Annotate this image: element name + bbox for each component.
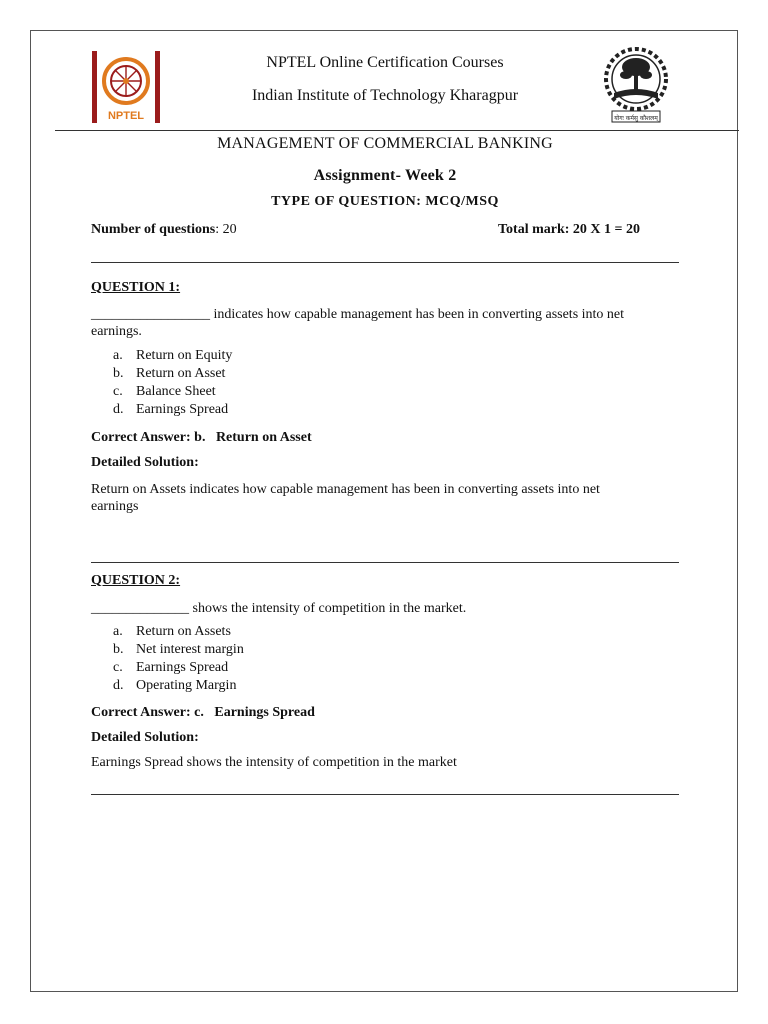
question-2-answer: Correct Answer: c. Earnings Spread [91, 705, 315, 720]
option-c: c. Balance Sheet [113, 384, 216, 399]
option-a: a. Return on Equity [113, 348, 233, 363]
option-b: b. Net interest margin [113, 642, 244, 657]
section-divider [91, 262, 679, 263]
course-title: MANAGEMENT OF COMMERCIAL BANKING [217, 135, 553, 152]
question-2-solution-label: Detailed Solution: [91, 730, 199, 745]
org-name: NPTEL Online Certification Courses [266, 54, 504, 71]
svg-text:NPTEL: NPTEL [107, 110, 145, 122]
question-type: TYPE OF QUESTION: MCQ/MSQ [271, 194, 499, 209]
question-2-blank: ______________ [91, 601, 189, 616]
footer-divider [91, 794, 679, 795]
question-1-stem-cont: earnings. [91, 324, 142, 339]
option-d: d. Earnings Spread [113, 402, 229, 417]
option-b: b. Return on Asset [113, 366, 226, 381]
assignment-title: Assignment- Week 2 [313, 167, 457, 184]
iit-kharagpur-emblem [592, 45, 680, 125]
question-1-solution-label: Detailed Solution: [91, 455, 199, 470]
question-1-stem: _________________ indicates how capable management has been in converting assets into net [91, 307, 625, 322]
header-divider [55, 130, 739, 131]
option-d: d. Operating Margin [113, 678, 237, 693]
question-1-heading: QUESTION 1: [91, 280, 181, 295]
nptel-logo [92, 51, 160, 123]
num-questions-label: Number of questions [91, 222, 216, 237]
question-2-solution: Earnings Spread shows the intensity of competition in the market [91, 755, 457, 770]
total-marks: Total mark: 20 X 1 = 20 [498, 222, 641, 237]
question-1-solution-cont: earnings [91, 499, 139, 514]
document-page [30, 30, 738, 992]
institute-name: Indian Institute of Technology Kharagpur [251, 87, 519, 104]
question-1-blank: _________________ [91, 307, 210, 322]
question-1-solution: Return on Assets indicates how capable management has been in converting assets into net [91, 482, 600, 497]
question-2-stem: ______________ shows the intensity of competition in the market. [91, 601, 467, 616]
question-1-options [113, 347, 232, 419]
question-2-heading: QUESTION 2: [91, 573, 181, 588]
num-questions-value: : 20 [215, 222, 237, 237]
option-a: a. Return on Assets [113, 624, 231, 639]
number-of-questions [91, 221, 237, 238]
svg-text:योगः कर्मसु कौशलम्: योगः कर्मसु कौशलम् [614, 115, 658, 122]
question-1-answer: Correct Answer: b. Return on Asset [91, 430, 312, 445]
question-divider [91, 562, 679, 563]
option-c: c. Earnings Spread [113, 660, 229, 675]
question-2-options [113, 623, 244, 695]
